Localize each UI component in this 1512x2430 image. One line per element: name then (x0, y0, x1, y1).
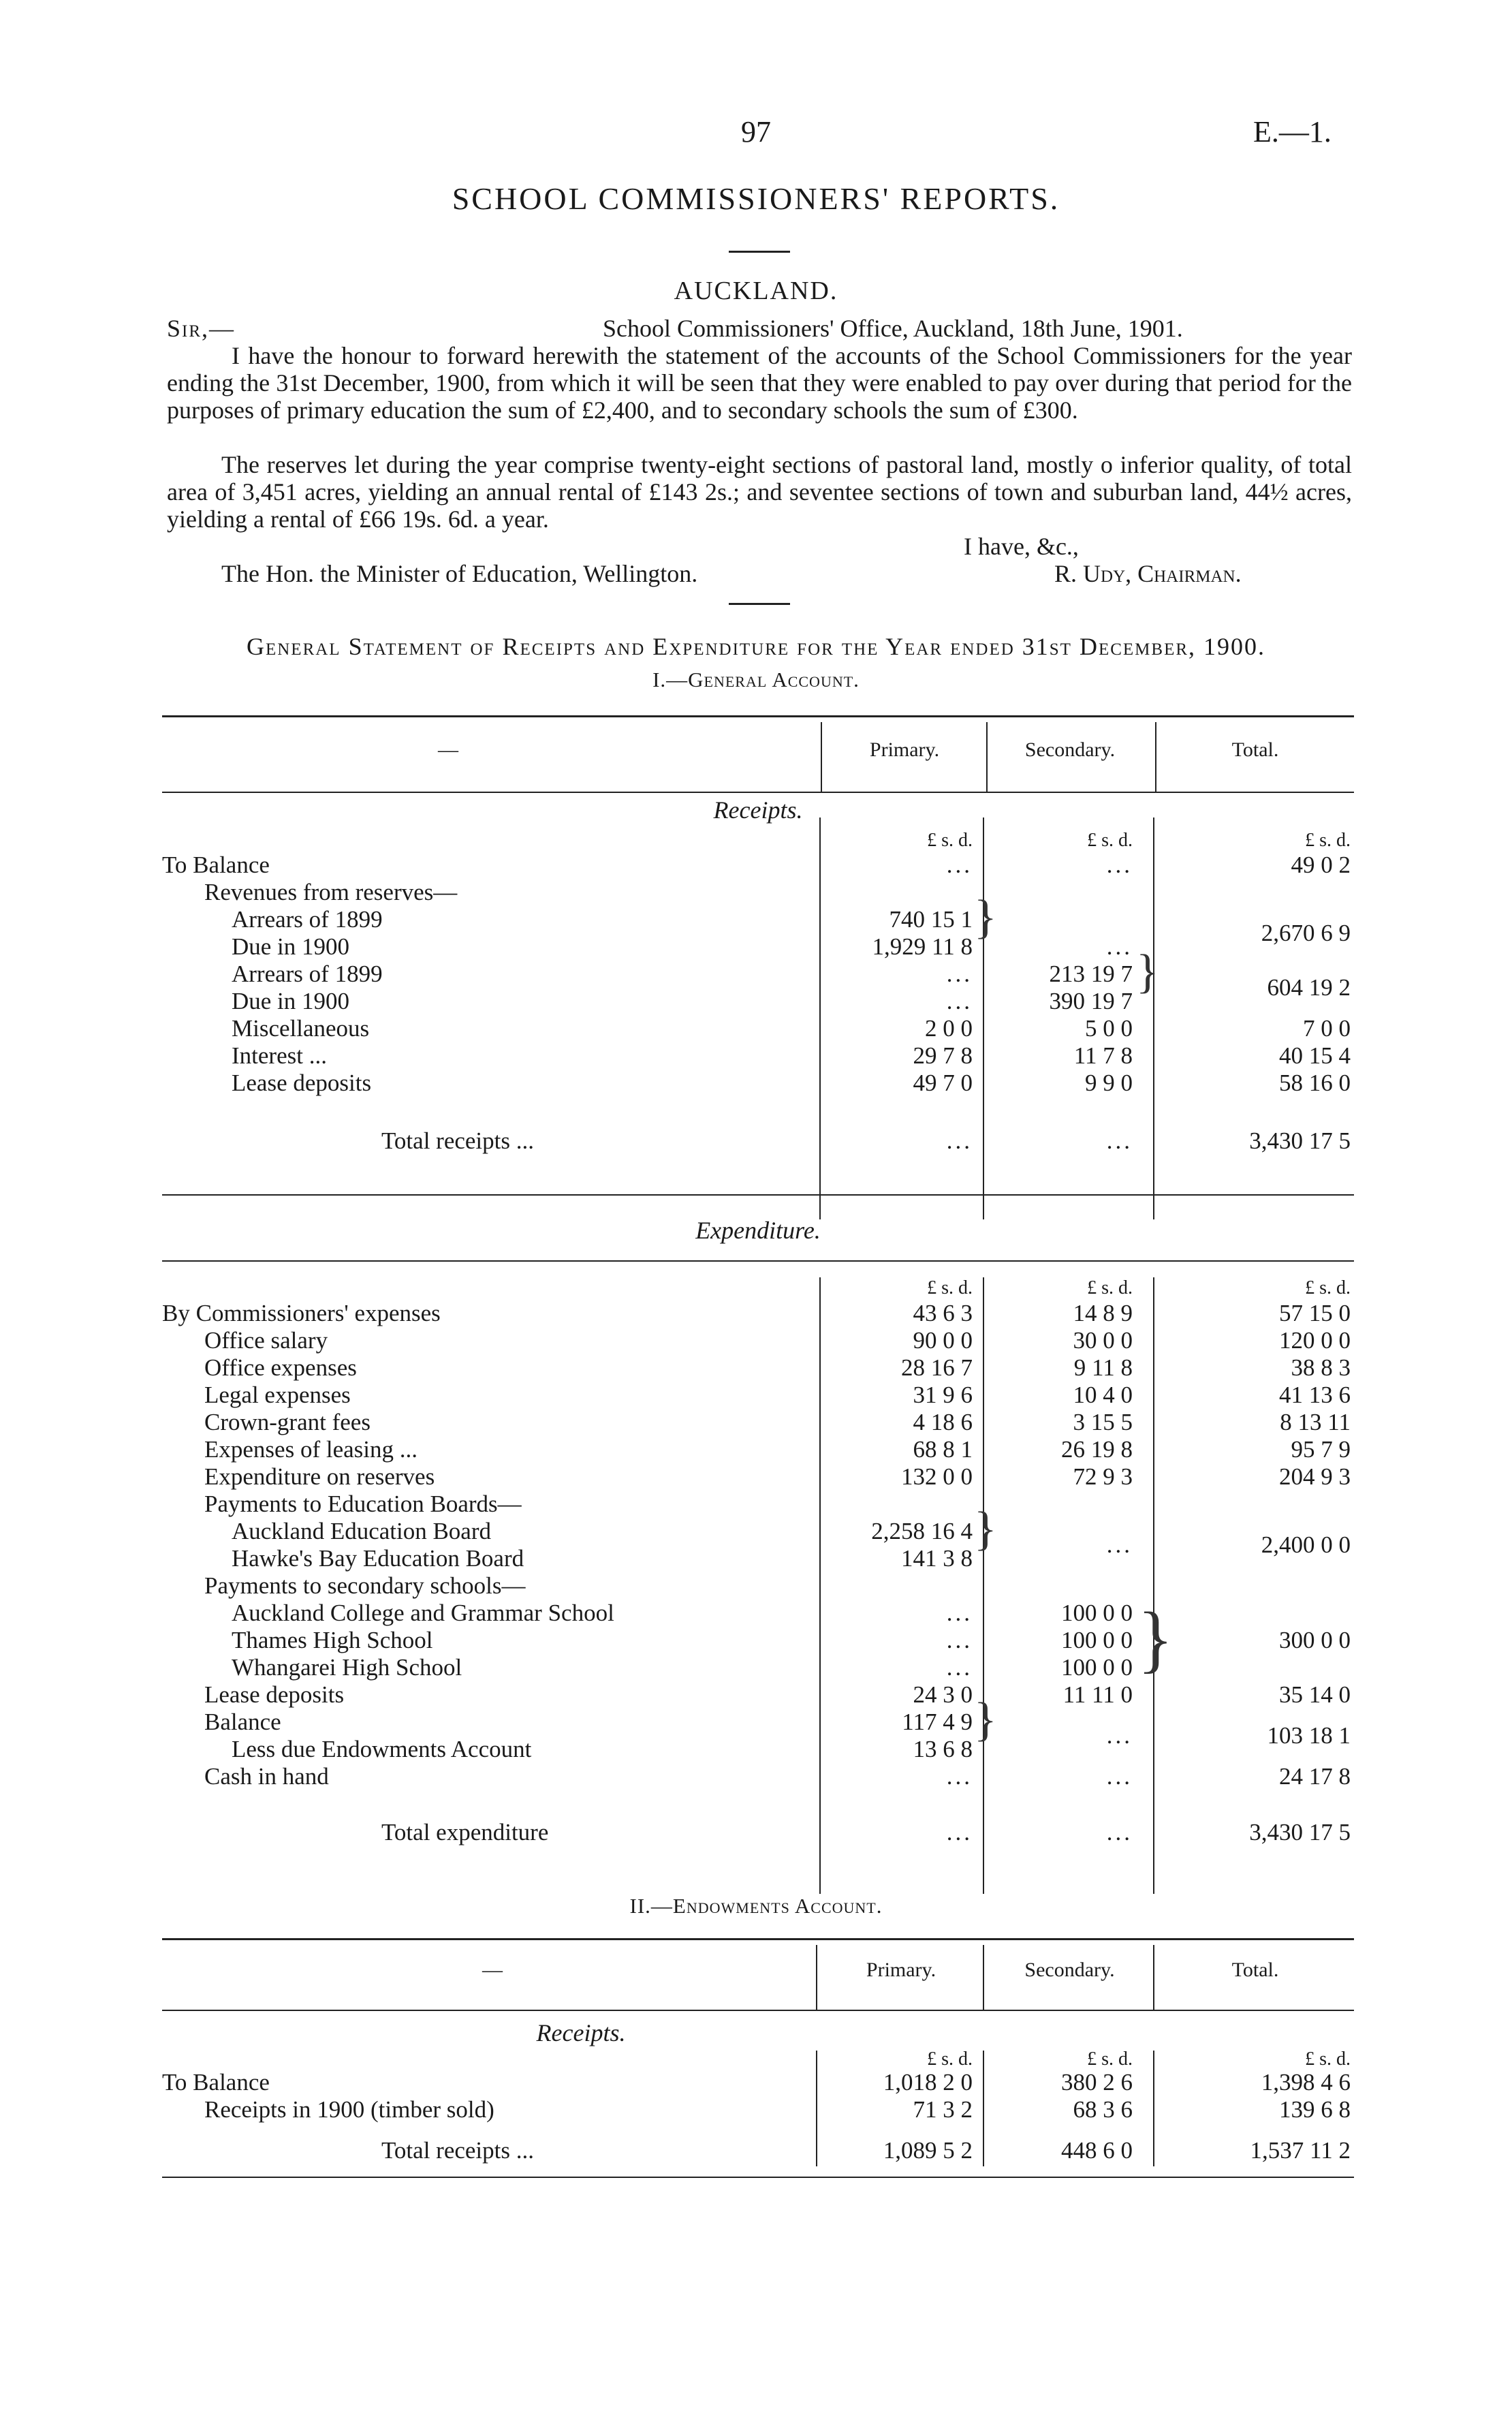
table-row (162, 961, 1354, 988)
units-secondary: £ s. d. (1087, 1277, 1133, 1298)
table-row (162, 1600, 1354, 1627)
row-label: Office expenses (204, 1354, 357, 1381)
cell-primary: 4 18 6 (913, 1409, 973, 1435)
general-account-table (162, 715, 1354, 1880)
cell-total: 35 14 0 (1279, 1681, 1351, 1708)
row-label: Total receipts ... (381, 2137, 534, 2164)
cell-total: 2,400 0 0 (1261, 1531, 1351, 1558)
cell-primary: ... (946, 1763, 973, 1790)
cell-secondary: 11 7 8 (1073, 1042, 1133, 1069)
row-label: Due in 1900 (232, 988, 350, 1014)
row-label: Expenses of leasing ... (204, 1436, 418, 1463)
table-row (162, 1015, 1354, 1042)
row-label: Receipts in 1900 (timber sold) (204, 2096, 494, 2123)
table-row (162, 1572, 1354, 1600)
table-row (162, 1681, 1354, 1709)
cell-primary: 117 4 9 (902, 1709, 973, 1735)
table-row (162, 1436, 1354, 1463)
table-row (162, 1354, 1354, 1382)
table-row (162, 2096, 1354, 2123)
cell-primary: ... (946, 1600, 973, 1626)
endowments-account-table (162, 1938, 1354, 2211)
table-row (162, 1763, 1354, 1790)
total-row (162, 1819, 1354, 1846)
cell-secondary: 30 0 0 (1073, 1327, 1133, 1354)
cell-primary: 31 9 6 (913, 1382, 973, 1408)
row-label: Arrears of 1899 (232, 906, 383, 933)
cell-primary: 29 7 8 (913, 1042, 973, 1069)
cell-secondary: 213 19 7 (1049, 961, 1133, 987)
cell-secondary: 10 4 0 (1073, 1382, 1133, 1408)
cell-total: 7 0 0 (1303, 1015, 1351, 1042)
col-rule (986, 722, 988, 792)
cell-secondary: ... (1106, 1763, 1133, 1790)
cell-primary: ... (946, 1819, 973, 1845)
table-row (162, 1042, 1354, 1070)
cell-total: 204 9 3 (1279, 1463, 1351, 1490)
row-label: Arrears of 1899 (232, 961, 383, 987)
table-row (162, 906, 1354, 933)
cell-secondary: 390 19 7 (1049, 988, 1133, 1014)
total-row (162, 2137, 1354, 2164)
units-total: £ s. d. (1305, 830, 1351, 851)
cell-primary: 132 0 0 (901, 1463, 973, 1490)
cell-primary: 1,929 11 8 (872, 933, 973, 960)
brace: } (974, 1503, 997, 1555)
cell-total: 120 0 0 (1279, 1327, 1351, 1354)
col-rule (1153, 1945, 1154, 2010)
cell-primary: ... (946, 852, 973, 878)
column-header-total: Total. (1231, 1959, 1279, 1981)
units-primary: £ s. d. (927, 1277, 973, 1298)
cell-secondary: ... (1106, 1722, 1133, 1749)
statement-title: General Statement of Receipts and Expenditure for the Year ended 31st December, 1900. (246, 633, 1266, 660)
row-label: Payments to secondary schools— (204, 1572, 526, 1599)
header-bottom-rule (162, 792, 1354, 793)
table-top-rule (162, 715, 1354, 717)
letter-addressee: The Hon. the Minister of Education, Wellington. (221, 560, 698, 587)
row-label: Lease deposits (232, 1070, 372, 1096)
region-heading: AUCKLAND. (674, 277, 838, 305)
column-header-secondary: Secondary. (1024, 738, 1116, 761)
brace: } (974, 891, 997, 944)
row-label: To Balance (162, 852, 270, 878)
table-top-rule (162, 1938, 1354, 1940)
cell-secondary: 100 0 0 (1061, 1654, 1133, 1681)
cell-secondary: ... (1106, 933, 1133, 960)
cell-total: 3,430 17 5 (1249, 1819, 1351, 1845)
row-label: Balance (204, 1709, 281, 1735)
endowments-account-heading: II.—Endowments Account. (629, 1894, 883, 1918)
table-row (162, 1327, 1354, 1354)
letter-office-date: School Commissioners' Office, Auckland, 18th June, 1901. (603, 315, 1183, 342)
cell-secondary: 68 3 6 (1073, 2096, 1133, 2123)
cell-total: 3,430 17 5 (1249, 1127, 1351, 1154)
cell-secondary: 9 11 8 (1073, 1354, 1133, 1381)
cell-primary: 28 16 7 (901, 1354, 973, 1381)
cell-primary: 68 8 1 (913, 1436, 973, 1463)
cell-primary: 43 6 3 (913, 1300, 973, 1326)
receipts-bottom-rule (162, 1194, 1354, 1196)
cell-primary: 49 7 0 (913, 1070, 973, 1096)
page-number: 97 (741, 115, 771, 149)
row-label: Crown-grant fees (204, 1409, 371, 1435)
row-label: Thames High School (232, 1627, 433, 1653)
cell-secondary: 380 2 6 (1061, 2069, 1133, 2096)
row-label: Lease deposits (204, 1681, 345, 1708)
cell-primary: 2,258 16 4 (871, 1518, 973, 1544)
cell-total: 300 0 0 (1279, 1627, 1351, 1653)
column-header-total: Total. (1231, 738, 1279, 761)
cell-total: 2,670 6 9 (1261, 920, 1351, 946)
row-label: Total receipts ... (381, 1127, 534, 1154)
cell-primary: ... (946, 988, 973, 1014)
row-label: Less due Endowments Account (232, 1736, 532, 1762)
cell-secondary: 9 9 0 (1085, 1070, 1133, 1096)
cell-primary: 13 6 8 (913, 1736, 973, 1762)
expenditure-subheading: Expenditure. (695, 1217, 821, 1244)
title-divider (729, 251, 790, 253)
row-label: Payments to Education Boards— (204, 1491, 522, 1517)
header-bottom-rule (162, 2010, 1354, 2011)
cell-total: 604 19 2 (1267, 974, 1351, 1001)
table-row (162, 1491, 1354, 1518)
cell-primary: 1,089 5 2 (883, 2137, 973, 2164)
units-total: £ s. d. (1305, 1277, 1351, 1298)
col-rule (816, 1945, 817, 2010)
expenditure-top-rule (162, 1260, 1354, 1262)
cell-primary: ... (946, 1127, 973, 1154)
cell-total: 1,398 4 6 (1261, 2069, 1351, 2096)
column-header-secondary: Secondary. (1024, 1959, 1115, 1981)
row-label: By Commissioners' expenses (162, 1300, 441, 1326)
letter-paragraph-2: The reserves let during the year comprise twenty-eight sections of pastoral land, mostly o inferior quality, of total area of 3,451 acres, yielding an annual rental of £143 2s.; and seventee sections of town and suburban land, 44½ acres, yielding a rental of £66 19s. 6d. a year. (167, 451, 1352, 533)
cell-secondary: 100 0 0 (1061, 1600, 1133, 1626)
column-header-primary: Primary. (869, 738, 940, 761)
brace: } (1136, 946, 1159, 998)
cell-total: 58 16 0 (1279, 1070, 1351, 1096)
cell-secondary: ... (1106, 852, 1133, 878)
cell-primary: ... (946, 1654, 973, 1681)
cell-secondary: ... (1106, 1127, 1133, 1154)
table-bottom-rule (162, 2177, 1354, 2178)
row-label: Office salary (204, 1327, 328, 1354)
cell-total: 95 7 9 (1291, 1436, 1351, 1463)
column-header-primary: Primary. (866, 1959, 936, 1981)
table-row (162, 1382, 1354, 1409)
table-row (162, 1709, 1354, 1736)
table-row (162, 852, 1354, 879)
units-primary: £ s. d. (927, 830, 973, 851)
col-rule (1155, 722, 1156, 792)
units-secondary: £ s. d. (1087, 830, 1133, 851)
cell-secondary: 14 8 9 (1073, 1300, 1133, 1326)
general-account-heading: I.—General Account. (652, 668, 860, 691)
cell-secondary: 3 15 5 (1073, 1409, 1133, 1435)
cell-primary: 740 15 1 (889, 906, 973, 933)
letter-divider (729, 603, 790, 605)
brace: } (974, 1694, 997, 1746)
letter-paragraph-1: I have the honour to forward herewith the statement of the accounts of the School Commissioners for the year ending the 31st December, 1900, from which it will be seen that they were enabled to pay over during that period for the purposes of primary education the sum of £2,400, and to secondary schools the sum of £300. (167, 342, 1352, 424)
row-label: Miscellaneous (232, 1015, 370, 1042)
cell-secondary: 72 9 3 (1073, 1463, 1133, 1490)
cell-secondary: 5 0 0 (1085, 1015, 1133, 1042)
cell-secondary: 100 0 0 (1061, 1627, 1133, 1653)
receipts-subheading: Receipts. (536, 2019, 626, 2046)
brace: } (1137, 1597, 1174, 1680)
cell-secondary: ... (1106, 1531, 1133, 1558)
cell-total: 38 8 3 (1291, 1354, 1351, 1381)
page-title: SCHOOL COMMISSIONERS' REPORTS. (452, 181, 1060, 216)
table-row (162, 879, 1354, 906)
letter-signatory: R. Udy, Chairman. (1054, 560, 1242, 587)
table-row (162, 2069, 1354, 2096)
row-label: Total expenditure (381, 1819, 549, 1845)
row-label: Expenditure on reserves (204, 1463, 435, 1490)
row-label: Hawke's Bay Education Board (232, 1545, 524, 1572)
row-label: Due in 1900 (232, 933, 350, 960)
row-label: Auckland College and Grammar School (232, 1600, 614, 1626)
cell-total: 24 17 8 (1279, 1763, 1351, 1790)
table-row (162, 1070, 1354, 1097)
cell-secondary: ... (1106, 1819, 1133, 1845)
table-row (162, 1654, 1354, 1681)
cell-total: 103 18 1 (1267, 1722, 1351, 1749)
column-header-blank: — (438, 738, 458, 761)
table-row (162, 1300, 1354, 1327)
row-label: Auckland Education Board (232, 1518, 492, 1544)
series-reference: E.—1. (1253, 115, 1332, 149)
cell-total: 41 13 6 (1279, 1382, 1351, 1408)
letter-closing: I have, &c., (964, 533, 1079, 560)
cell-primary: 90 0 0 (913, 1327, 973, 1354)
table-row (162, 1627, 1354, 1654)
cell-total: 1,537 11 2 (1250, 2137, 1351, 2164)
table-row (162, 1409, 1354, 1436)
row-label: Whangarei High School (232, 1654, 462, 1681)
cell-secondary: 448 6 0 (1061, 2137, 1133, 2164)
cell-secondary: 26 19 8 (1061, 1436, 1133, 1463)
table-row (162, 1463, 1354, 1491)
cell-total: 49 0 2 (1291, 852, 1351, 878)
table-row (162, 1518, 1354, 1545)
letter-salutation: Sir,— (167, 315, 236, 342)
total-row (162, 1127, 1354, 1155)
col-rule (821, 722, 822, 792)
col-rule (983, 1945, 984, 2010)
cell-secondary: 11 11 0 (1062, 1681, 1133, 1708)
row-label: Interest ... (232, 1042, 327, 1069)
cell-primary: ... (946, 1627, 973, 1653)
cell-primary: 141 3 8 (901, 1545, 973, 1572)
cell-total: 139 6 8 (1279, 2096, 1351, 2123)
row-label: Cash in hand (204, 1763, 329, 1790)
cell-total: 40 15 4 (1279, 1042, 1351, 1069)
table-row (162, 920, 1354, 961)
row-label: Revenues from reserves— (204, 879, 458, 905)
row-label: To Balance (162, 2069, 270, 2096)
cell-primary: 1,018 2 0 (883, 2069, 973, 2096)
cell-total: 8 13 11 (1280, 1409, 1351, 1435)
units-secondary: £ s. d. (1087, 2049, 1133, 2070)
column-header-blank: — (482, 1959, 503, 1981)
units-primary: £ s. d. (927, 2049, 973, 2070)
row-label: Legal expenses (204, 1382, 351, 1408)
cell-primary: 2 0 0 (925, 1015, 973, 1042)
cell-primary: 71 3 2 (913, 2096, 973, 2123)
cell-primary: 24 3 0 (913, 1681, 973, 1708)
units-total: £ s. d. (1305, 2049, 1351, 2070)
cell-primary: ... (946, 961, 973, 987)
receipts-subheading: Receipts. (713, 796, 803, 824)
cell-total: 57 15 0 (1279, 1300, 1351, 1326)
